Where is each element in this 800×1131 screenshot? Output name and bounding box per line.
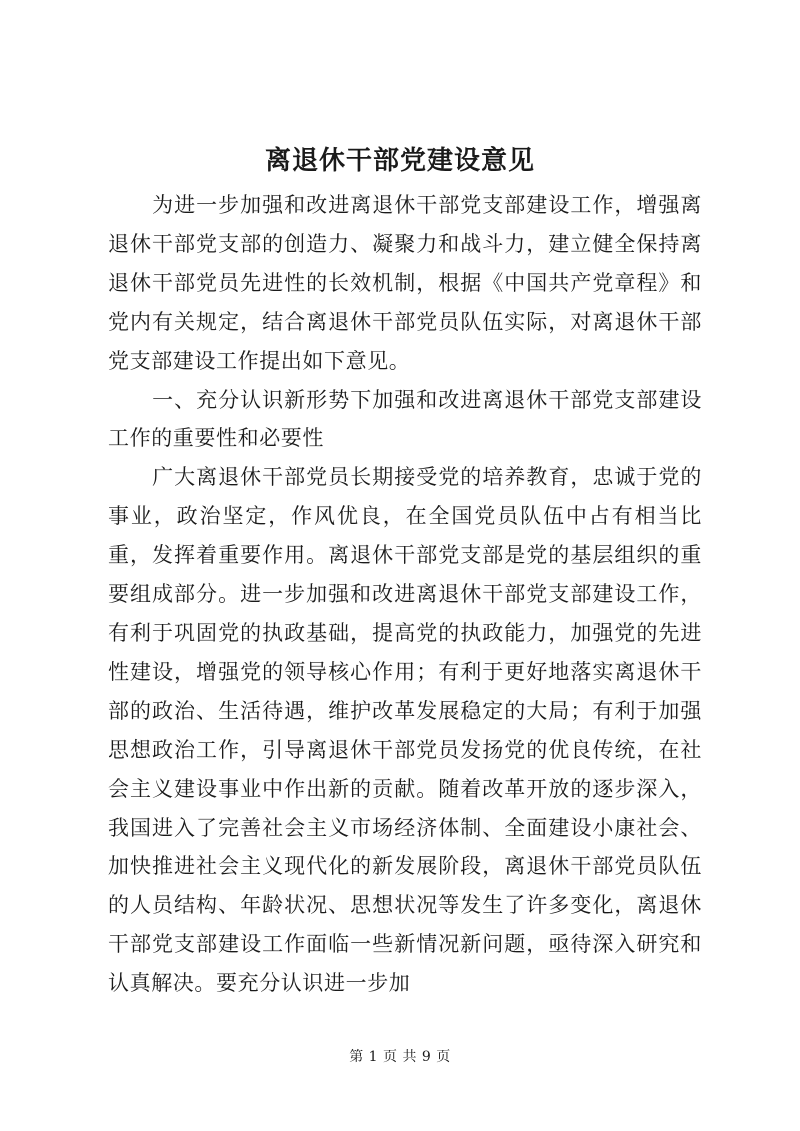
- paragraph-body: 广大离退休干部党员长期接受党的培养教育，忠诚于党的事业，政治坚定，作风优良，在全国党员队伍中占有相当比重，发挥着重要作用。离退休干部党支部是党的基层组织的重要组成部分。进一步加强和改进离退休干部党支部建设工作，有利于巩固党的执政基础，提高党的执政能力，加强党的先进性建设，增强党的领导核心作用；有利于更好地落实离退休干部的政治、生活待遇，维护改革发展稳定的大局；有利于加强思想政治工作，引导离退休干部党员发扬党的优良传统，在社会主义建设事业中作出新的贡献。随着改革开放的逐步深入，我国进入了完善社会主义市场经济体制、全面建设小康社会、加快推进社会主义现代化的新发展阶段，离退休干部党员队伍的人员结构、年龄状况、思想状况等发生了许多变化，离退休干部党支部建设工作面临一些新情况新问题，亟待深入研究和认真解决。要充分认识进一步加: [108, 465, 702, 996]
- document-title: 离退休干部党建设意见: [264, 146, 535, 176]
- paragraph-intro: 为进一步加强和改进离退休干部党支部建设工作，增强离退休干部党支部的创造力、凝聚力和战斗力，建立健全保持离退休干部党员先进性的长效机制，根据《中国共产党章程》和党内有关规定，结合离退休干部党员队伍实际，对离退休干部党支部建设工作提出如下意见。: [108, 193, 702, 373]
- section-heading: 一、充分认识新形势下加强和改进离退休干部党支部建设工作的重要性和必要性: [108, 387, 702, 451]
- page-number: 第 1 页 共 9 页: [349, 1049, 451, 1065]
- document-body: [108, 186, 702, 1003]
